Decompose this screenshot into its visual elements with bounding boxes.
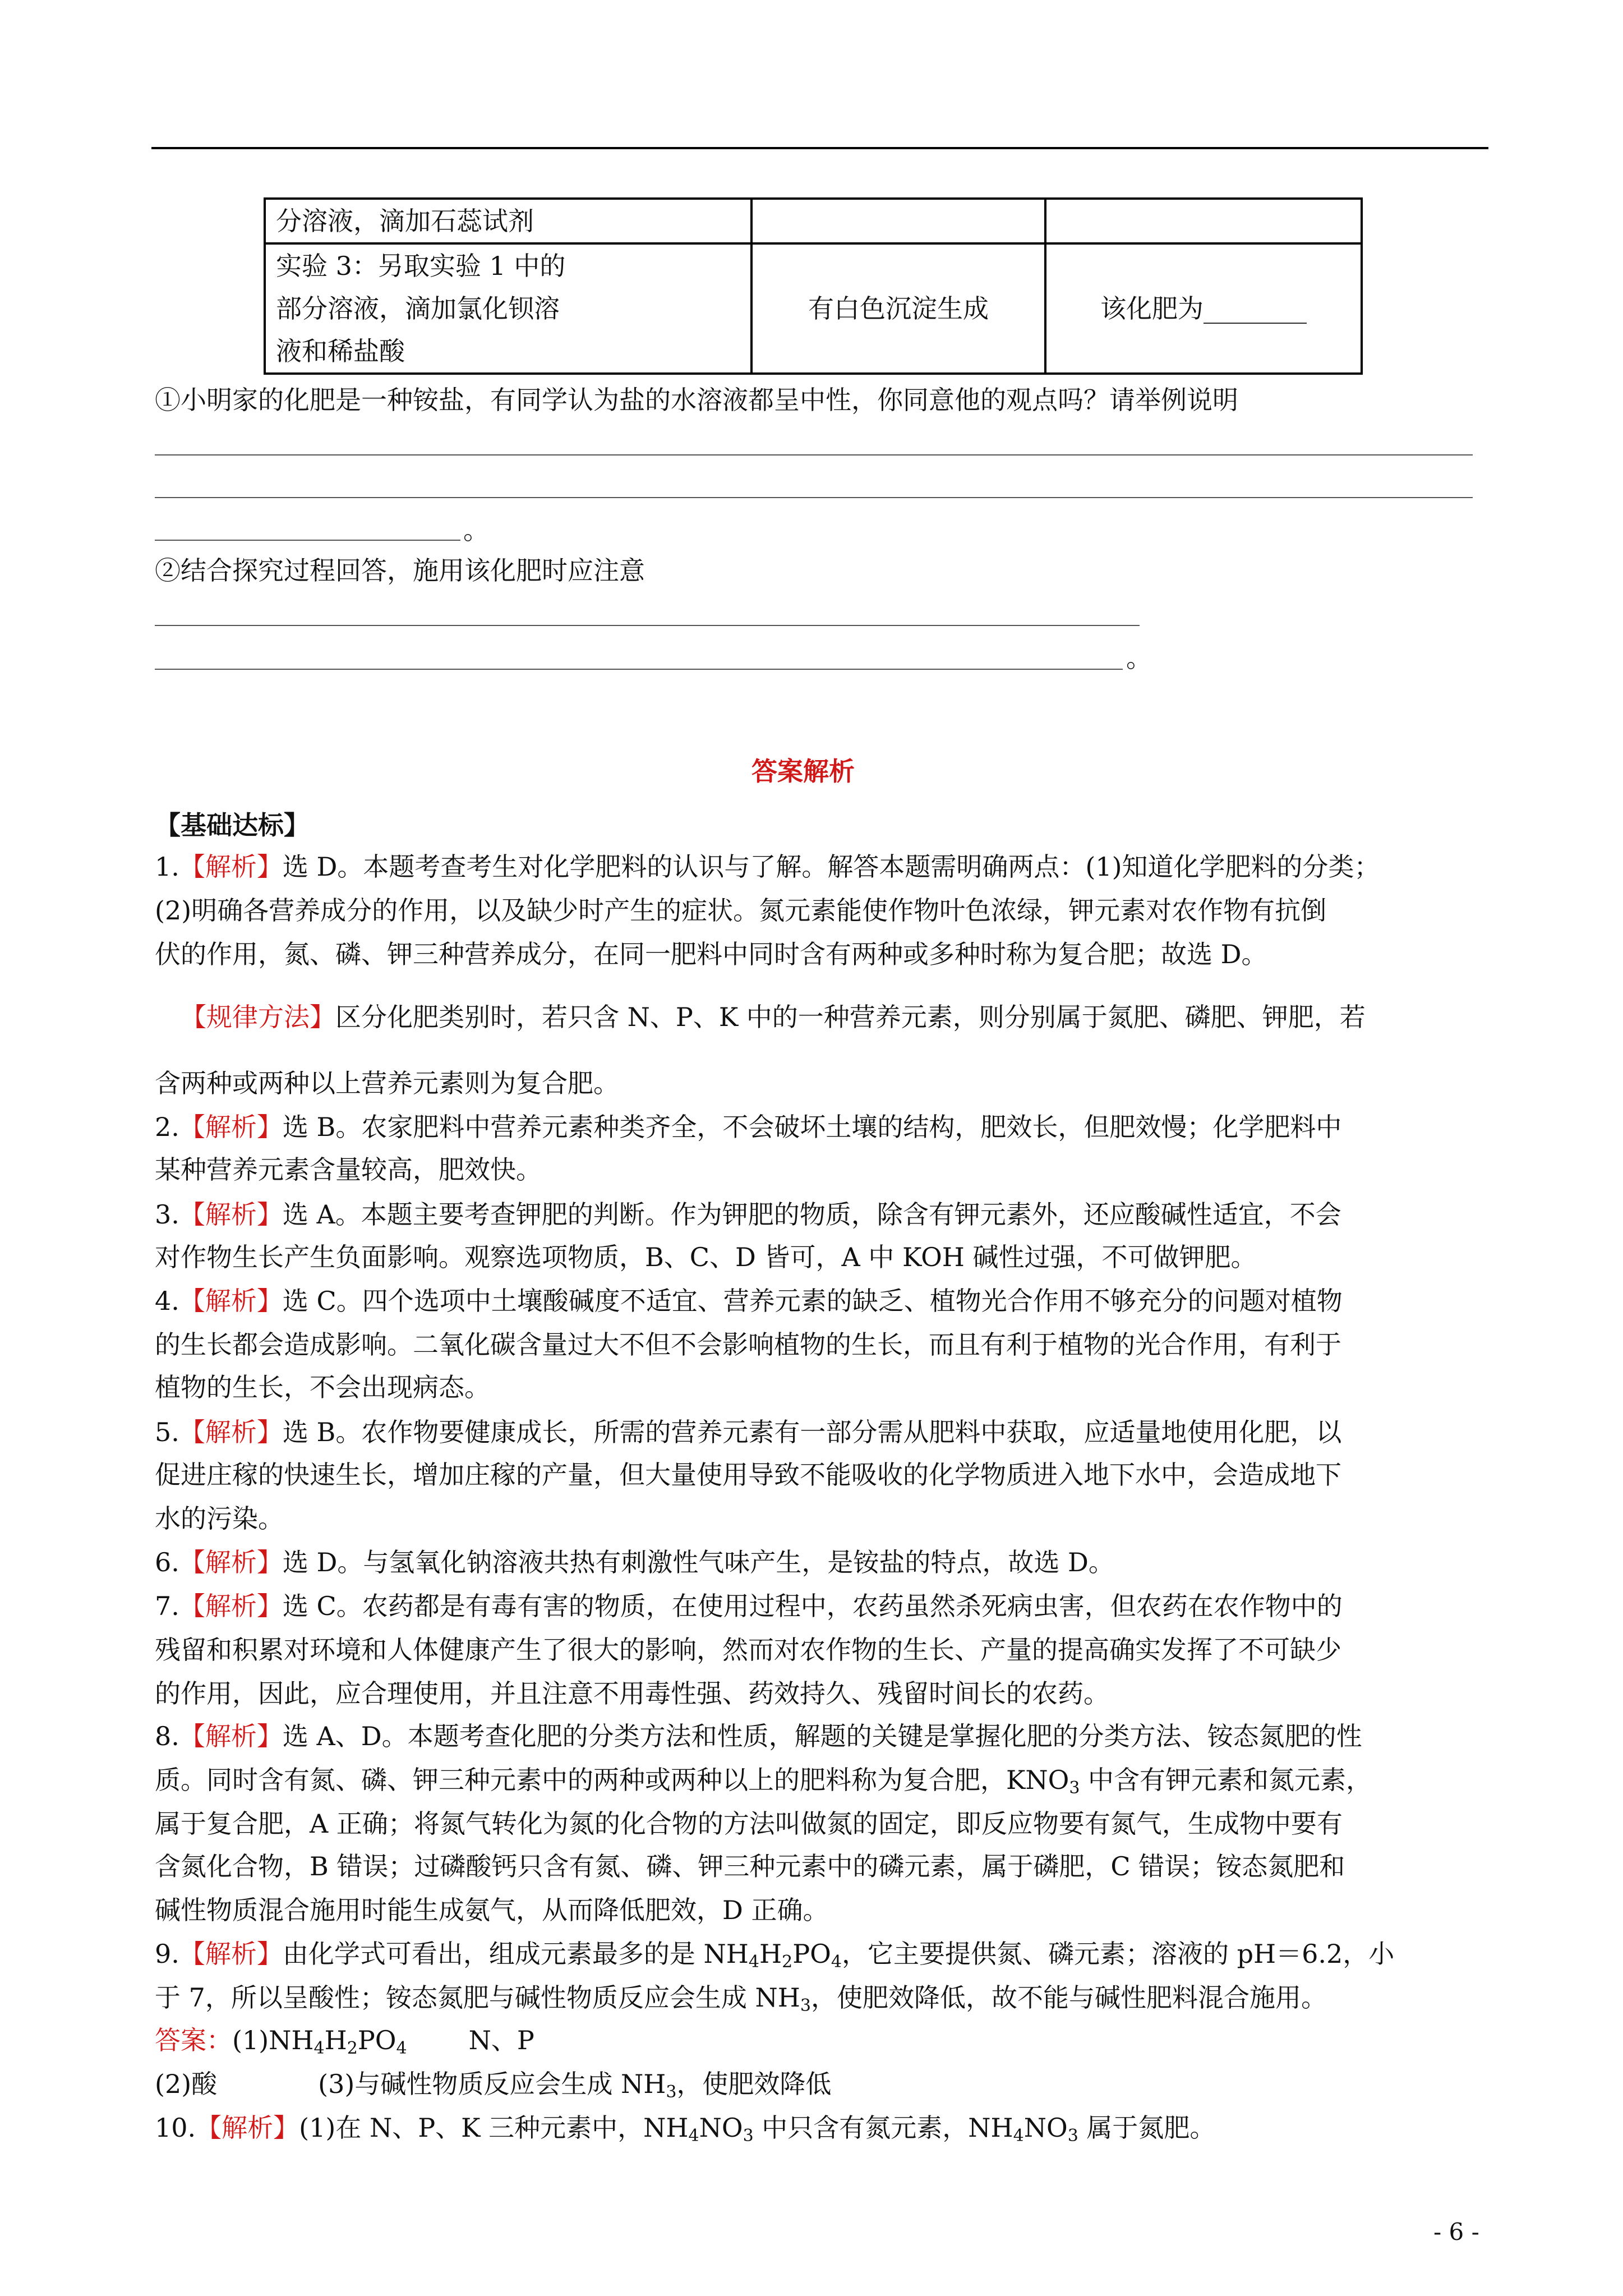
answer-2-line-2: 某种营养元素含量较高，肥效快。	[155, 1154, 542, 1185]
answer-8-line-1: 8.【解析】选 A、D。本题考查化肥的分类方法和性质，解题的关键是掌握化肥的分类方法、铵态氮肥的性	[155, 1721, 1362, 1751]
answer-8-line-2: 质。同时含有氮、磷、钾三种元素中的两种或两种以上的肥料称为复合肥，$KNO_3$ 中含有钾元素和氮元素，	[155, 1765, 1372, 1798]
method-tag: 【规律方法】	[181, 1002, 335, 1032]
table-row	[265, 199, 1362, 243]
analysis-tag: 【解析】	[179, 1721, 283, 1751]
answer-blank-line	[155, 669, 1123, 670]
answer-blank-line	[155, 540, 460, 541]
answer-label: 答案：	[155, 2025, 232, 2055]
answer-blank-line	[155, 497, 1473, 498]
table-cell: 实验 3：另取实验 1 中的 部分溶液，滴加氯化钡溶 液和稀盐酸	[265, 243, 751, 374]
analysis-tag: 【解析】	[179, 1547, 283, 1577]
analysis-tag: 【解析】	[179, 1417, 283, 1447]
analysis-tag: 【解析】	[179, 1939, 283, 1969]
answer-8-line-4: 含氮化合物，B 错误；过磷酸钙只含有氮、磷、钾三种元素中的磷元素，属于磷肥，C 错误；铵态氮肥和	[155, 1851, 1345, 1881]
table-cell: 该化肥为________	[1045, 243, 1362, 374]
table-cell	[1045, 199, 1362, 243]
answer-10-line-1: 10.【解析】(1)在 N、P、K 三种元素中，$NH_4NO_3$ 中只含有氮元素，$NH_4NO_3$ 属于氮肥。	[155, 2113, 1216, 2146]
answer-blank-line	[155, 625, 1140, 626]
analysis-tag: 【解析】	[179, 1112, 283, 1142]
answer-2-line-1: 2.【解析】选 B。农家肥料中营养元素种类齐全，不会破坏土壤的结构，肥效长，但肥效慢；化学肥料中	[155, 1112, 1342, 1142]
answer-6-line-1: 6.【解析】选 D。与氢氧化钠溶液共热有刺激性气味产生，是铵盐的特点，故选 D。	[155, 1547, 1114, 1577]
analysis-tag: 【解析】	[196, 2113, 299, 2143]
answer-4-line-3: 植物的生长，不会出现病态。	[155, 1372, 490, 1402]
answer-5-line-2: 促进庄稼的快速生长，增加庄稼的产量，但大量使用导致不能吸收的化学物质进入地下水中，会造成地下	[155, 1460, 1341, 1490]
answer-5-line-3: 水的污染。	[155, 1503, 284, 1534]
answer-1-line-1: 1.【解析】选 D。本题考查考生对化学肥料的认识与了解。解答本题需明确两点：(1)知道化学肥料的分类；	[155, 852, 1380, 882]
question-1: ①小明家的化肥是一种铵盐，有同学认为盐的水溶液都呈中性，你同意他的观点吗？请举例说明	[155, 385, 1238, 415]
answer-4-line-1: 4.【解析】选 C。四个选项中土壤酸碱度不适宜、营养元素的缺乏、植物光合作用不够充分的问题对植物	[155, 1286, 1343, 1316]
answer-1-line-3: 伏的作用，氮、磷、钾三种营养成分，在同一肥料中同时含有两种或多种时称为复合肥；故选 D。	[155, 939, 1267, 969]
answer-8-line-3: 属于复合肥，A 正确；将氮气转化为氮的化合物的方法叫做氮的固定，即反应物要有氮气，生成物中要有	[155, 1809, 1343, 1839]
analysis-tag: 【解析】	[179, 1286, 283, 1316]
answer-9-line-2: 于 7，所以呈酸性；铵态氮肥与碱性物质反应会生成 $NH_3$，使肥效降低，故不能与碱性肥料混合施用。	[155, 1982, 1327, 2016]
answer-title: 答案解析	[751, 756, 855, 786]
question-2-end: 。	[1126, 643, 1152, 673]
table-row	[265, 243, 1362, 374]
answer-3-line-2: 对作物生长产生负面影响。观察选项物质，B、C、D 皆可，A 中 KOH 碱性过强，不可做钾肥。	[155, 1242, 1257, 1272]
analysis-tag: 【解析】	[179, 852, 283, 882]
answer-7-line-2: 残留和积累对环境和人体健康产生了很大的影响，然而对农作物的生长、产量的提高确实发挥了不可缺少	[155, 1635, 1341, 1665]
answer-9-line-1: 9.【解析】由化学式可看出，组成元素最多的是 $NH_4H_2PO_4$，它主要提供氮、磷元素；溶液的 pH＝6.2，小	[155, 1939, 1395, 1972]
table-cell: 分溶液，滴加石蕊试剂	[265, 199, 751, 243]
answer-8-line-5: 碱性物质混合施用时能生成氨气，从而降低肥效，D 正确。	[155, 1895, 829, 1925]
answer-7-line-1: 7.【解析】选 C。农药都是有毒有害的物质，在使用过程中，农药虽然杀死病虫害，但农药在农作物中的	[155, 1591, 1343, 1621]
answer-9-line-4: (2)酸 (3)与碱性物质反应会生成 $NH_3$，使肥效降低	[155, 2069, 832, 2102]
page-number: - 6 -	[1433, 2218, 1479, 2246]
table-cell	[751, 199, 1045, 243]
answer-7-line-3: 的作用，因此，应合理使用，并且注意不用毒性强、药效持久、残留时间长的农药。	[155, 1678, 1109, 1709]
answer-blank-line	[155, 454, 1473, 455]
experiment-table	[264, 197, 1363, 375]
answer-3-line-1: 3.【解析】选 A。本题主要考查钾肥的判断。作为钾肥的物质，除含有钾元素外，还应酸碱性适宜，不会	[155, 1199, 1341, 1230]
header-rule	[151, 147, 1488, 149]
table-cell: 有白色沉淀生成	[751, 243, 1045, 374]
answer-5-line-1: 5.【解析】选 B。农作物要健康成长，所需的营养元素有一部分需从肥料中获取，应适量地使用化肥，以	[155, 1417, 1342, 1447]
answer-9-line-3: 答案：$(1)NH_4H_2PO_4$ N、P	[155, 2025, 534, 2058]
section-title: 【基础达标】	[155, 810, 310, 840]
method-line-2: 含两种或两种以上营养元素则为复合肥。	[155, 1068, 619, 1098]
question-1-end: 。	[463, 515, 489, 545]
method-line-1: 【规律方法】区分化肥类别时，若只含 N、P、K 中的一种营养元素，则分别属于氮肥、磷肥、钾肥，若	[181, 1002, 1366, 1032]
question-2: ②结合探究过程回答，施用该化肥时应注意	[155, 555, 645, 586]
analysis-tag: 【解析】	[179, 1591, 283, 1621]
analysis-tag: 【解析】	[179, 1199, 283, 1230]
answer-1-line-2: (2)明确各营养成分的作用，以及缺少时产生的症状。氮元素能使作物叶色浓绿，钾元素对农作物有抗倒	[155, 895, 1327, 926]
answer-4-line-2: 的生长都会造成影响。二氧化碳含量过大不但不会影响植物的生长，而且有利于植物的光合作用，有利于	[155, 1329, 1341, 1360]
